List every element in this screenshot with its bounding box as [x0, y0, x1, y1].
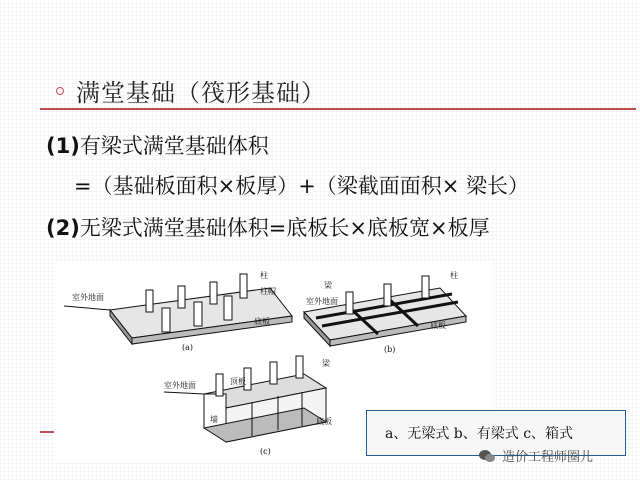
label-c-wall: 墙 [210, 415, 218, 424]
bullet-circle-icon [56, 87, 64, 95]
label-b-ground: 室外地面 [306, 297, 338, 306]
item-number-1: (1) [46, 134, 80, 158]
diagram-a [64, 274, 292, 344]
formula-line-1 [46, 130, 269, 160]
title-underline [40, 108, 636, 110]
label-a-cap: 柱帽 [260, 287, 276, 296]
caption-c: (c) [260, 447, 271, 456]
formula-line-2 [74, 170, 529, 200]
label-a-ground: 室外地面 [72, 293, 104, 302]
formula-line-3 [46, 212, 490, 242]
label-a-slab: 底板 [254, 317, 270, 326]
legend-text: a、无梁式 b、有梁式 c、箱式 [385, 426, 574, 442]
formula-text-2: =（基础板面积×板厚）+（梁截面面积× 梁长） [74, 174, 530, 198]
label-b-column: 柱 [450, 271, 458, 280]
label-c-top: 顶板 [230, 377, 246, 386]
item-text-1: 有梁式满堂基础体积 [79, 134, 269, 158]
label-c-ground: 室外地面 [164, 381, 196, 390]
caption-b: (b) [384, 345, 396, 354]
slide-title-row [56, 72, 326, 108]
watermark-text: 造价工程师圈儿 [502, 450, 594, 465]
label-a-column: 柱 [260, 271, 268, 280]
label-b-slab: 底板 [430, 321, 446, 330]
label-c-slab: 底板 [316, 417, 332, 426]
caption-a: (a) [182, 343, 194, 352]
slide-title: 满堂基础（筏形基础） [76, 78, 326, 107]
item-number-2: (2) [46, 216, 80, 240]
label-b-beam: 梁 [324, 281, 332, 290]
watermark [478, 446, 593, 465]
item-text-3: 无梁式满堂基础体积=底板长×底板宽×板厚 [79, 216, 490, 240]
decor-red-tick [40, 431, 54, 433]
diagram-c [164, 356, 326, 442]
label-c-beam: 梁 [322, 359, 330, 368]
wechat-icon [478, 449, 496, 463]
